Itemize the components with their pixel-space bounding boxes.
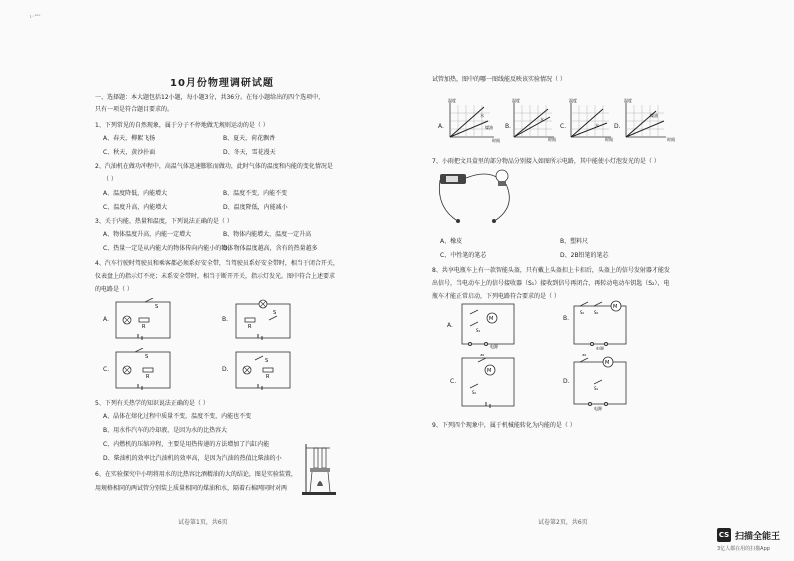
q2-line1: 2、汽油机在做功冲程中，高温气体迅速膨胀而做功，此时气体的温度和内能的变化情况是: [95, 163, 333, 170]
q1-option-d: D、冬天，雪花漫天: [223, 149, 276, 156]
svg-text:S: S: [265, 358, 269, 364]
svg-text:S₁: S₁: [594, 386, 599, 391]
q5-text: 5、下列有关热学的知识说法正确的是（ ）: [95, 400, 209, 407]
q4-circuit-c: [113, 348, 173, 392]
q7-option-b: B、塑料尺: [560, 238, 589, 245]
svg-text:R: R: [248, 324, 252, 330]
q7-option-c: C、中性笔的笔芯: [440, 252, 487, 259]
q4-circuit-d: [233, 348, 293, 392]
resistor-label: R: [142, 324, 146, 330]
svg-text:水: 水: [540, 117, 544, 122]
page-title: 10月份物理调研试题: [170, 78, 274, 89]
q6-continued: 试管加热，图中的哪一图线能反映该实验情况（ ）: [432, 76, 566, 83]
q4-line3: 的电路是（ ）: [95, 286, 133, 293]
svg-text:R: R: [266, 374, 270, 380]
svg-text:时间: 时间: [492, 138, 500, 143]
q8-circuit-c: [456, 354, 522, 412]
q4-circuit-b: [233, 298, 293, 342]
svg-text:温度: 温度: [624, 98, 632, 103]
svg-text:温度: 温度: [448, 98, 456, 103]
svg-text:水: 水: [480, 113, 484, 118]
q8-line1: 8、共享电瓶车上有一款智能头盔，只有戴上头盔扣上卡扣后，头盔上的信号发射器才能发: [432, 267, 670, 274]
svg-text:电源: 电源: [490, 344, 498, 349]
q8-line2: 出信号，当电动车上的信号接收器（S₁）接收到信号再闭合，再转动电动车钥匙（S₂），电: [432, 280, 670, 287]
graph-b: [508, 95, 560, 143]
svg-text:S₁: S₁: [472, 390, 477, 395]
q1-option-c: C、秋天，黄沙扑面: [103, 149, 156, 156]
q3-option-a: A、物体温度升高，内能一定增大: [103, 231, 192, 238]
q4-option-b-label: B.: [222, 316, 229, 323]
q4-option-d-label: D.: [222, 366, 229, 373]
svg-text:电源: 电源: [594, 406, 602, 411]
graph-b-label: B.: [505, 123, 512, 130]
svg-text:S₁: S₁: [580, 310, 585, 315]
svg-text:S: S: [273, 310, 277, 316]
q5-option-b: B、用水作汽车的冷却液，是因为水的比热容大: [103, 427, 228, 434]
svg-text:温度: 温度: [512, 98, 520, 103]
svg-text:S₂: S₂: [582, 354, 587, 357]
q3-option-d: D、物体温度越高，含有的热量越多: [223, 245, 318, 252]
svg-text:时间: 时间: [605, 137, 613, 142]
q3-option-b: B、物体内能增大，温度一定升高: [223, 231, 312, 238]
q5-option-a: A、晶体在熔化过程中质量不变，温度不变，内能也不变: [103, 413, 252, 420]
graph-d: [620, 95, 682, 143]
q7-option-a: A、橡皮: [440, 238, 463, 245]
q9-text: 9、下列四个现象中，属于机械能转化为内能的是（ ）: [432, 422, 576, 429]
q3-text: 3、关于内能、热量和温度，下列说法正确的是（ ）: [95, 218, 233, 225]
svg-text:电源: 电源: [596, 346, 604, 350]
svg-text:S₂: S₂: [480, 354, 485, 357]
q2-option-d: D、温度降低，内能减小: [223, 204, 288, 211]
q5-option-c: C、内燃机的压缩冲程，主要是用热传递的方法增加了汽缸内能: [103, 441, 270, 448]
graph-a-label: A.: [438, 123, 444, 130]
svg-text:M: M: [489, 316, 494, 322]
q8-line3: 瓶车才能正常启动，下列电路符合要求的是（ ）: [432, 293, 560, 300]
q2-line2: （ ）: [103, 176, 117, 183]
svg-text:M: M: [605, 360, 610, 366]
graph-c: [565, 95, 617, 143]
svg-text:S₁: S₁: [476, 328, 481, 333]
svg-text:S₂: S₂: [594, 310, 599, 315]
q3-option-c: C、热量一定是从内能大的物体传向内能小的物体: [103, 245, 234, 252]
q7-text: 7、小雨把文具盒里的部分物品分别接入如图所示电路，其中能使小灯泡发光的是（ ）: [432, 158, 660, 165]
q8-circuit-a: [456, 300, 522, 350]
q8-option-b-label: B.: [563, 315, 570, 322]
q2-option-a: A、温度降低，内能增大: [103, 190, 168, 197]
q7-circuit-illustration: [436, 166, 526, 228]
q8-option-a-label: A.: [447, 322, 453, 329]
svg-text:温度: 温度: [569, 98, 577, 103]
q4-line2: 仪表盘上的指示灯不亮；未系安全带时，相当于断开开关，指示灯发光。图中符合上述要求: [95, 273, 336, 280]
svg-text:水: 水: [595, 123, 599, 128]
q2-option-c: C、温度升高，内能增大: [103, 204, 168, 211]
q6-line2: 用规格相同的两试管分别装上质量相同的煤油和水，隔着石棉网同时对两: [95, 485, 288, 492]
svg-text:M: M: [487, 368, 492, 374]
q4-circuit-a: [113, 298, 173, 342]
page2-footer: 试卷第2页，共6页: [538, 519, 588, 526]
q7-option-d: D、2B铅笔的笔芯: [560, 252, 609, 259]
q6-line1: 6、在实验探究中小明将用水的比热容比酒精油的大的结论，图是实验装置，: [95, 471, 297, 478]
q8-option-d-label: D.: [563, 378, 570, 385]
svg-text:R: R: [146, 374, 150, 380]
q4-option-c-label: C.: [103, 366, 110, 373]
q1-text: 1、下列常见的自然现象，属于分子不停地做无规则运动的是（ ）: [95, 122, 269, 129]
q2-option-b: B、温度不变，内能不变: [223, 190, 288, 197]
graph-d-label: D.: [614, 123, 621, 130]
page1-footer: 试卷第1页，共6页: [178, 519, 228, 526]
graph-c-label: C.: [560, 123, 567, 130]
q4-line1: 4、汽车行驶时驾驶员和乘客都必须系好安全带，当驾驶员系好安全带时，相当于闭合开关，: [95, 260, 339, 267]
section1-line2: 只有一项是符合题目要求的。: [95, 106, 174, 113]
svg-text:S: S: [145, 354, 149, 360]
scanner-app-name: 扫描全能王: [735, 532, 781, 542]
svg-text:煤油: 煤油: [485, 125, 493, 130]
section1-line1: 一、选择题：本大题包括12小题，每小题3分，共36分。在每小题给出的四个选项中，: [95, 94, 325, 101]
svg-text:M: M: [613, 304, 618, 310]
svg-text:煤油: 煤油: [650, 113, 658, 118]
q5-option-d: D、柴油机的效率比汽油机的效率高，是因为汽油的热值比柴油的小: [103, 455, 282, 462]
q8-circuit-d: [568, 354, 634, 412]
q4-option-a-label: A.: [103, 316, 109, 323]
q8-circuit-b: [568, 300, 634, 350]
svg-text:时间: 时间: [548, 137, 556, 142]
camscanner-logo-icon: CS: [717, 528, 731, 542]
q1-option-a: A、春天，柳絮飞扬: [103, 135, 156, 142]
q6-apparatus-illustration: [300, 442, 338, 497]
switch-label: S: [155, 304, 159, 310]
q1-option-b: B、夏天，荷花飘香: [223, 135, 276, 142]
corner-mark: ɩ◦ᵃᵇᶜ: [30, 14, 41, 20]
scanner-tagline: 3亿人都在用的扫描App: [717, 546, 770, 552]
svg-text:时间: 时间: [667, 137, 675, 142]
q8-option-c-label: C.: [450, 378, 457, 385]
graph-a: [444, 95, 504, 143]
